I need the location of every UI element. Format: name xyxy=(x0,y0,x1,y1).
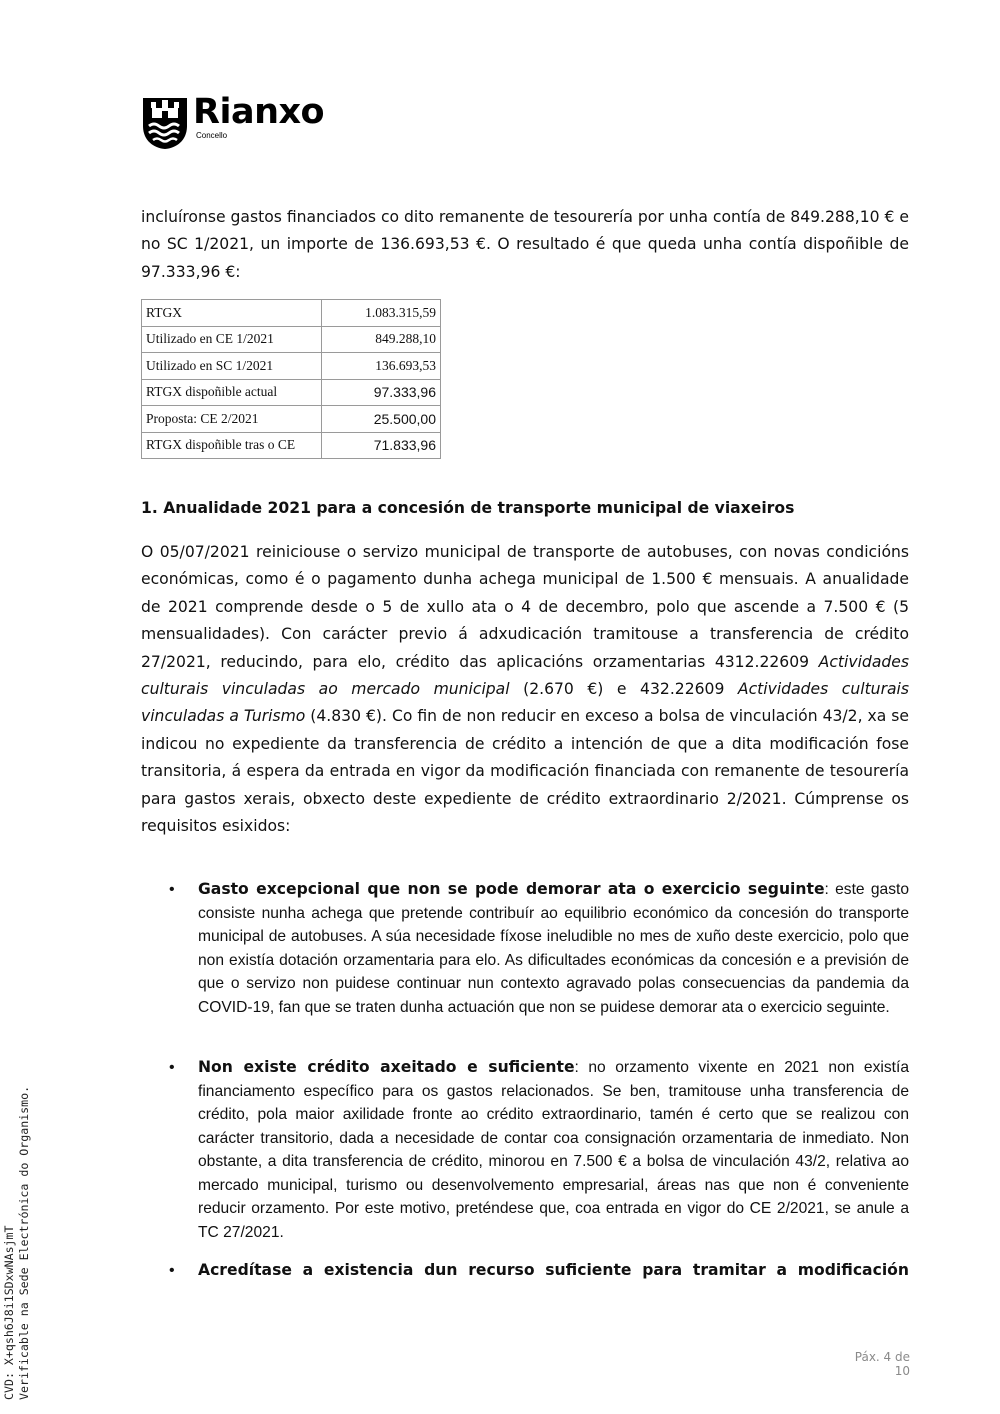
table-cell-value: 97.333,96 xyxy=(322,379,441,406)
table-cell-label: RTGX xyxy=(142,300,322,327)
section-body xyxy=(141,539,909,840)
table-cell-value: 1.083.315,59 xyxy=(322,300,441,327)
list-item xyxy=(141,878,909,1019)
table-row xyxy=(142,406,441,433)
table-cell-label: Proposta: CE 2/2021 xyxy=(142,406,322,433)
table-cell-label: Utilizado en CE 1/2021 xyxy=(142,326,322,353)
table-row xyxy=(142,353,441,380)
body-text: (2.670 €) e 432.22609 xyxy=(509,680,738,699)
table-cell-value: 136.693,53 xyxy=(322,353,441,380)
rianxo-shield-icon xyxy=(142,96,188,150)
table-row xyxy=(142,300,441,327)
body-italic-text: Actividades culturais vinculadas a Turismo xyxy=(141,680,909,726)
bullet-body: : este gasto consiste nunha achega que pretende contribuír ao equilibrio económico da concesión do transporte municipal de autobuses. A súa necesidade fíxose ineludible no mes de xuño deste exercicio, polo que non existía dotación orzamentaria para elo. As dificultades económicas da concesión e a previsión de que o servizo non puidese continuar nun contexto agravado polas consecuencias da pandemia da COVID-19, fan que se traten dunha actuación que non se puidese demorar ata o exercicio seguinte. xyxy=(198,881,909,1016)
table-cell-label: RTGX dispoñible actual xyxy=(142,379,322,406)
table-cell-label: RTGX dispoñible tras o CE xyxy=(142,432,322,459)
verification-note: Verificable na Sede Electrónica do Organismo. xyxy=(16,1085,31,1400)
table-cell-value: 71.833,96 xyxy=(322,432,441,459)
bullet-icon: • xyxy=(169,1262,175,1279)
bullet-title: Non existe crédito axeitado e suficiente xyxy=(198,1058,575,1076)
bullet-text xyxy=(198,1056,909,1244)
logo-subtitle: Concello xyxy=(196,131,228,140)
body-italic-text: Actividades culturais vinculadas ao mercado municipal xyxy=(141,652,909,699)
bullet-title: Gasto excepcional que non se pode demorar ata o exercicio seguinte xyxy=(198,880,825,898)
bullet-body: : no orzamento vixente en 2021 non existía financiamento específico para os gastos relacionados. Se ben, tramitouse unha transferencia de crédito, pola maior axilidade fronte ao crédito extraordinario, tamén é certo que se realizou con carácter transitorio, dada a necesidade de contar coa consignación orzamentaria de inmediato. Non obstante, a dita transferencia de crédito, minorou en 7.500 € a bolsa de vinculación 43/2, relativa ao mercado municipal, turismo ou desenvolvemento empresarial, áreas nas que non é conveniente reducir orzamento. Por este motivo, preténdese que, coa entrada en vigor do CE 2/2021, se anule a TC 27/2021. xyxy=(198,1059,909,1241)
logo xyxy=(142,92,352,152)
table-cell-label: Utilizado en SC 1/2021 xyxy=(142,353,322,380)
table-row xyxy=(142,432,441,459)
rtgx-table xyxy=(141,299,441,459)
list-item xyxy=(141,1259,909,1283)
table-row xyxy=(142,326,441,353)
bullet-title: Acredítase a existencia dun recurso suficiente para tramitar a modificación xyxy=(198,1261,909,1279)
list-item xyxy=(141,1056,909,1244)
cvd-code: CVD: X+qsh6J8i1SDxwNAsjmT xyxy=(2,1225,16,1400)
page-number: Páx. 4 de 10 xyxy=(854,1350,910,1378)
body-text: (4.830 €). Co fin de non reducir en exceso a bolsa de vinculación 43/2, xa se indicou no expediente da transferencia de crédito a intención de que a dita modificación fose transitoria, á espera da entrada en vigor da modificación financiada con remanente de tesourería para gastos xerais, obxecto deste expediente de crédito extraordinario 2/2021. Cúmprense os requisitos esixidos: xyxy=(141,707,910,836)
intro-paragraph: incluíronse gastos financiados co dito remanente de tesourería por unha contía de 849.288,10 € e no SC 1/2021, un importe de 136.693,53 €. O resultado é que queda unha contía dispoñible de 97.333,96 €: xyxy=(141,208,909,281)
bullet-text xyxy=(198,1259,909,1283)
logo-wordmark: Rianxo xyxy=(193,92,325,132)
bullet-icon: • xyxy=(169,1059,175,1076)
bullet-text xyxy=(198,878,909,1019)
verification-code xyxy=(2,1086,31,1400)
body-text: O 05/07/2021 reiniciouse o servizo municipal de transporte de autobuses, con novas condicións económicas, como é o pagamento dunha achega municipal de 1.500 € mensuais. A anualidade de 2021 comprende desde o 5 de xullo ata o 4 de decembro, polo que ascende a 7.500 € (5 mensualidades). Con carácter previo á adxudicación tramitouse a transferencia de crédito 27/2021, reducindo, para elo, crédito das aplicacións orzamentarias 4312.22609 xyxy=(141,543,909,671)
bullet-icon: • xyxy=(169,881,175,898)
table-row xyxy=(142,379,441,406)
table-cell-value: 25.500,00 xyxy=(322,406,441,433)
section-heading: 1. Anualidade 2021 para a concesión de transporte municipal de viaxeiros xyxy=(141,499,795,517)
table-cell-value: 849.288,10 xyxy=(322,326,441,353)
